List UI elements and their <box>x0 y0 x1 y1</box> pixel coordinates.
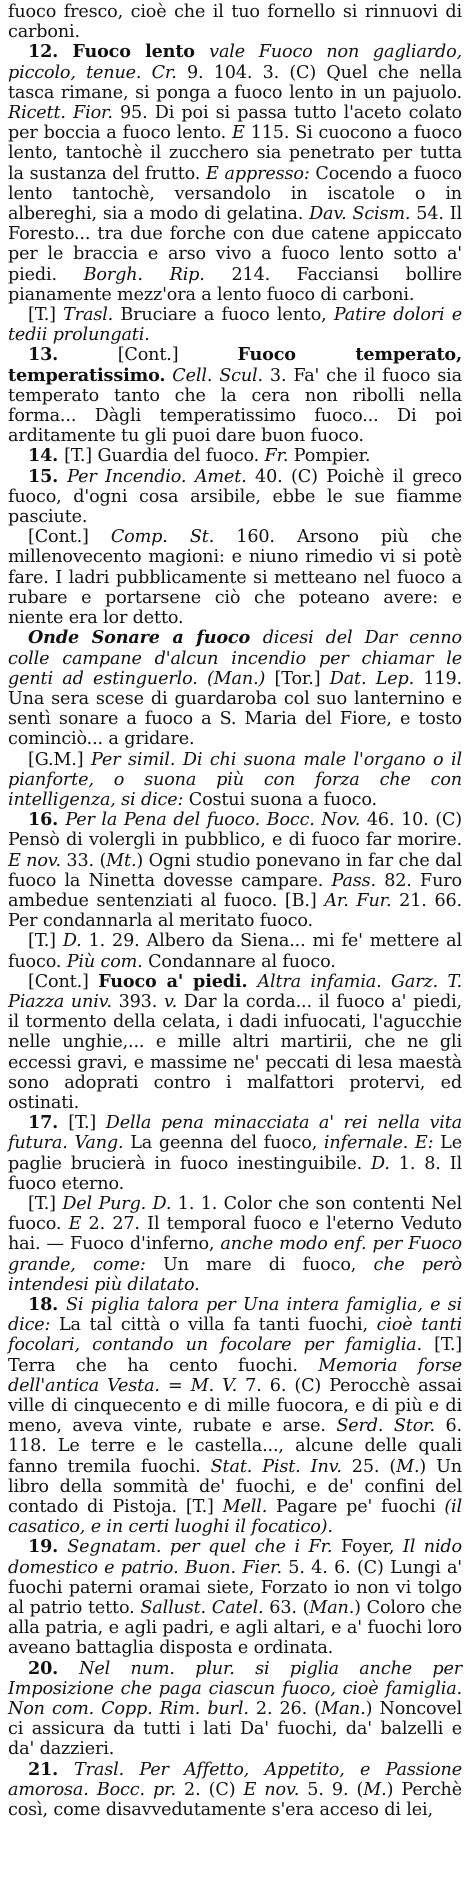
text-run: Fuoco a' piedi. <box>98 970 258 992</box>
dictionary-paragraph <box>8 1760 462 1821</box>
text-run: Cell. Scul. <box>172 365 263 386</box>
text-run: 82. Furo ambedue sentenziati al fuoco. [B.] <box>8 870 462 911</box>
text-run: E appresso: <box>206 163 310 184</box>
text-run: 63. ( <box>263 1598 310 1619</box>
text-run: 214. Facciansi bollire pianamente mezz'ora a lento fuoco di carboni. <box>8 264 463 305</box>
dictionary-paragraph <box>8 2 462 42</box>
text-run: Mell. <box>222 1497 268 1518</box>
text-run: D. <box>371 1153 390 1174</box>
text-run: vale Fuoco non gagliardo, piccolo, tenue. Cr. <box>8 42 462 83</box>
text-run: ) Coloro che alla patria, e agli padri, e agli altari, e a' fuochi loro aveano battaglia disposta e ordinata. <box>8 1598 462 1659</box>
dictionary-paragraph <box>8 810 462 931</box>
text-run: 21. 66. Per condannarla al meritato fuoco. <box>8 890 462 932</box>
text-run: Della pena minacciata a' rei nella vita futura. Vang. <box>8 1113 462 1154</box>
text-run: E nov. <box>8 850 61 871</box>
text-run: M. <box>396 1456 420 1477</box>
text-run: Per simil. Di chi suona male l'organo o il pianforte, o suona più con forza che con intelligenza, si dice: <box>8 749 463 810</box>
text-run: Per la Pena del fuoco. Bocc. Nov. <box>65 810 361 831</box>
text-run: Condannare al fuoco. <box>142 951 336 972</box>
text-run: 115. Si cuocono a fuoco lento, tantochè il zucchero sia penetrato per tutta la sustanza del frutto. <box>8 123 463 184</box>
text-run: La geenna del fuoco, <box>123 1133 324 1154</box>
dictionary-paragraph <box>8 931 462 971</box>
dictionary-paragraph <box>8 527 462 628</box>
text-run: Comp. St. <box>110 527 215 548</box>
text-run: 2. 26. ( <box>248 1699 321 1720</box>
text-run: v. <box>163 991 178 1012</box>
dictionary-paragraph <box>8 1194 462 1295</box>
text-run: Fr. <box>264 446 289 467</box>
text-run: 20. <box>28 1657 80 1679</box>
text-run: (il casatico, e in certi luoghi il focatico). <box>8 1497 462 1538</box>
dictionary-paragraph <box>8 1295 462 1537</box>
text-run: Dar la corda... il fuoco a' piedi, il tormento della celata, i dadi infuocati, l'agucchie nelle unghie,... e mille altri martirii, che ne gli eccessi gravi, e massime ne' peccati di lesa maestà sono adoprati contro i malfattori protervi, ed ostinati. <box>8 991 462 1113</box>
text-run: Un mare di fuoco, <box>145 1254 374 1275</box>
text-run: [Cont.] <box>117 345 238 366</box>
text-run: [Cont.] <box>28 971 99 992</box>
text-run: Dav. Scism. <box>309 204 411 225</box>
text-run: 119. Una sera scese di guardaroba col suo lanternino e sentì sonare a fuoco a S. Maria del Fiore, e tosto cominciò... a gridare. <box>8 668 462 750</box>
text-run: [T.] Terra che ha cento fuochi. <box>8 1335 463 1376</box>
text-run: 6. 118. Le terre e le castella..., alcune delle quali fanno tremila fuochi. <box>8 1416 462 1477</box>
dictionary-paragraph <box>8 345 462 446</box>
text-run: 5. 9. ( <box>299 1779 364 1800</box>
text-run: Fuoco temperato, temperatissimo. <box>8 344 462 386</box>
text-run: Man. <box>309 1598 355 1619</box>
text-run: 1. 1. Color che son contenti Nel fuoco. <box>8 1193 463 1235</box>
dictionary-paragraph <box>8 1113 462 1194</box>
text-run: ) Perchè così, come disavvedutamente s'era acceso di lei, <box>8 1779 462 1821</box>
text-run: [T.] <box>28 305 64 326</box>
text-run: Trasl. <box>63 305 114 326</box>
dictionary-paragraph <box>8 1537 462 1658</box>
text-run: Le paglie brucierà in fuoco inestinguibile. <box>8 1133 462 1174</box>
text-run: 21. <box>28 1758 75 1780</box>
text-run: Patire dolori e tedii prolungati. <box>8 305 463 346</box>
text-run: 1. 29. Albero da Siena... mi fe' mettere al fuoco. <box>8 931 462 972</box>
text-run: Memoria forse dell'antica Vesta. = M. V. <box>8 1355 463 1396</box>
text-run: Dat. Lep. <box>329 668 415 689</box>
text-run: cioè tanti focolari, contando un focolare per famiglia. <box>8 1315 462 1356</box>
text-run: Segnatam. per quel che i Fr. <box>67 1537 333 1558</box>
text-run: Pagare pe' fuochi <box>267 1497 445 1518</box>
text-run: Ricett. Fior. <box>8 103 113 124</box>
text-run: Nel num. plur. si piglia anche per Imposizione che paga ciascun fuoco, cioè famiglia. Non com. Copp. Rim. burl. <box>8 1658 462 1720</box>
text-run: Trasl. Per Affetto, Appetito, e Passione amorosa. Bocc. pr. <box>8 1759 463 1800</box>
text-run: 95. Di poi si passa tutto l'aceto colato per boccia a fuoco lento. <box>8 103 462 144</box>
text-run: D. <box>62 931 82 952</box>
dictionary-paragraph <box>8 1659 462 1760</box>
dictionary-paragraph <box>8 305 462 345</box>
text-run: La tal città o villa fa tanti fuochi, <box>50 1315 377 1336</box>
text-run: ) Ogni studio ponevano in far che dal fuoco la Ninetta dovesse campare. <box>8 850 463 891</box>
text-run: 40. (C) Poichè il greco fuoco, d'ogni cosa arsibile, ebbe le sue fiamme pasciute. <box>8 466 462 528</box>
text-run: fuoco fresco, cioè che il tuo fornello si rinnuovi di carboni. <box>8 2 462 43</box>
text-run: E <box>232 123 245 144</box>
dictionary-paragraph <box>8 467 462 528</box>
dictionary-paragraph <box>8 628 462 749</box>
text-run: 160. Arsono più che millenovecento magioni: e niuno rimedio vi si potè fare. I ladri pubblicamente si metteano nel fuoco a rubare e portarsene ciò che poteano avere: e niente era lor detto. <box>8 527 462 629</box>
dictionary-paragraph <box>8 750 462 811</box>
text-run: Più com. <box>66 951 143 972</box>
text-run: Il nido domestico e patrio. Buon. Fier. <box>8 1537 462 1578</box>
dictionary-paragraph <box>8 972 462 1113</box>
text-run: Foyer, <box>332 1537 403 1558</box>
text-run: 16. <box>28 809 66 831</box>
text-run: anche modo enf. per Fuoco grande, come: <box>8 1234 462 1275</box>
text-run: Pompier. <box>288 446 371 467</box>
text-run: Stat. Pist. Inv. <box>210 1456 342 1477</box>
text-run: dicesi del Dar cenno colle campane d'alcun incendio per chiamar le genti ad estinguerlo. (Man.) <box>8 628 462 689</box>
text-run: [Tor.] <box>265 668 330 689</box>
text-run: [T.] <box>28 931 63 952</box>
text-run: [T.] <box>68 1113 106 1134</box>
text-run: Mt. <box>106 850 137 871</box>
text-run: Borgh. Rip. <box>83 264 205 285</box>
text-run: Costui suona a fuoco. <box>183 789 377 810</box>
text-run: 19. <box>28 1536 68 1558</box>
text-run: Pass. <box>331 870 376 891</box>
text-run: Bruciare a fuoco lento, <box>113 305 334 326</box>
text-run: 393. <box>111 991 164 1012</box>
text-run: Serd. Stor. <box>336 1416 435 1437</box>
text-run: Ar. Fur. <box>324 890 392 911</box>
text-run: 25. ( <box>341 1456 397 1477</box>
text-run: 13. <box>28 344 118 366</box>
text-run: 17. <box>28 1112 69 1134</box>
text-run: M. <box>363 1779 387 1800</box>
text-run: [T.] Guardia del fuoco. <box>64 446 265 467</box>
text-run: 46. 10. (C) Pensò di volergli in pubblico, e di fuoco far morire. <box>8 810 462 851</box>
text-run: infernale. E: <box>323 1133 434 1154</box>
text-run: 14. <box>28 445 65 467</box>
text-run: [Cont.] <box>28 527 111 548</box>
text-run: 1. 8. Il fuoco eterno. <box>8 1153 463 1194</box>
text-run: 9. 104. 3. (C) Quel che nella tasca rimane, si ponga a fuoco lento in un pajuolo. <box>8 62 462 103</box>
text-run: ) Un libro della sommità de' fuochi, e de' confini del contado di Pistoja. [T.] <box>8 1456 462 1518</box>
text-run: 3. Fa' che il fuoco sia temperato tanto che la cera non ribolli nella forma... Dàgli temperatissimo fuoco... Di poi arditamente tu gli puoi dare buon fuoco. <box>8 365 462 447</box>
text-run: Altra infamia. Garz. T. Piazza univ. <box>8 971 462 1012</box>
text-run: ) Noncovel ci assicura da tutti i lati Da' fuochi, da' balzelli e da' dazzieri. <box>8 1699 463 1760</box>
text-run: 2. (C) <box>175 1779 244 1800</box>
dictionary-paragraph <box>8 446 462 466</box>
dictionary-paragraph <box>8 42 462 305</box>
text-run: 2. 27. Il temporal fuoco e l'eterno Veduto hai. — Fuoco d'inferno, <box>8 1214 462 1255</box>
text-run: 12. Fuoco lento <box>28 41 210 63</box>
text-run: 54. Il Foresto... tra due forche con due catene appiccato per le braccia e arso vivo a fuoco lento sotto a' piedi. <box>8 204 462 285</box>
text-run: [T.] <box>28 1193 63 1214</box>
text-run: 5. 4. 6. (C) Lungi a' fuochi paterni oramai siete, Forzato io non vi tolgo al patrio tetto. <box>8 1557 462 1619</box>
text-run: Onde Sonare a fuoco <box>28 627 263 649</box>
text-run: che però intendesi più dilatato. <box>8 1254 462 1295</box>
text-run: 33. ( <box>60 850 107 871</box>
text-run: Man. <box>320 1699 366 1720</box>
text-run: E <box>68 1214 82 1235</box>
text-run: 18. <box>28 1294 66 1315</box>
text-run: [G.M.] <box>28 749 92 770</box>
text-run: Per Incendio. Amet. <box>67 466 247 487</box>
text-run: 15. <box>28 465 68 487</box>
text-run: Si piglia talora per Una intera famiglia, e si dice: <box>8 1295 462 1336</box>
text-run: E nov. <box>243 1779 300 1800</box>
text-run: Sallust. Catel. <box>140 1598 264 1619</box>
text-run: 7. 6. (C) Perocchè assai ville di cinquecento e di mille fuocora, e di più e di meno, aveva vinte, rubate e arse. <box>8 1375 462 1437</box>
text-run: Del Purg. D. <box>62 1193 172 1214</box>
text-run: Cocendo a fuoco lento tantochè, versandolo in iscatole o in albereghi, sia a modo di gelatina. <box>8 163 462 225</box>
